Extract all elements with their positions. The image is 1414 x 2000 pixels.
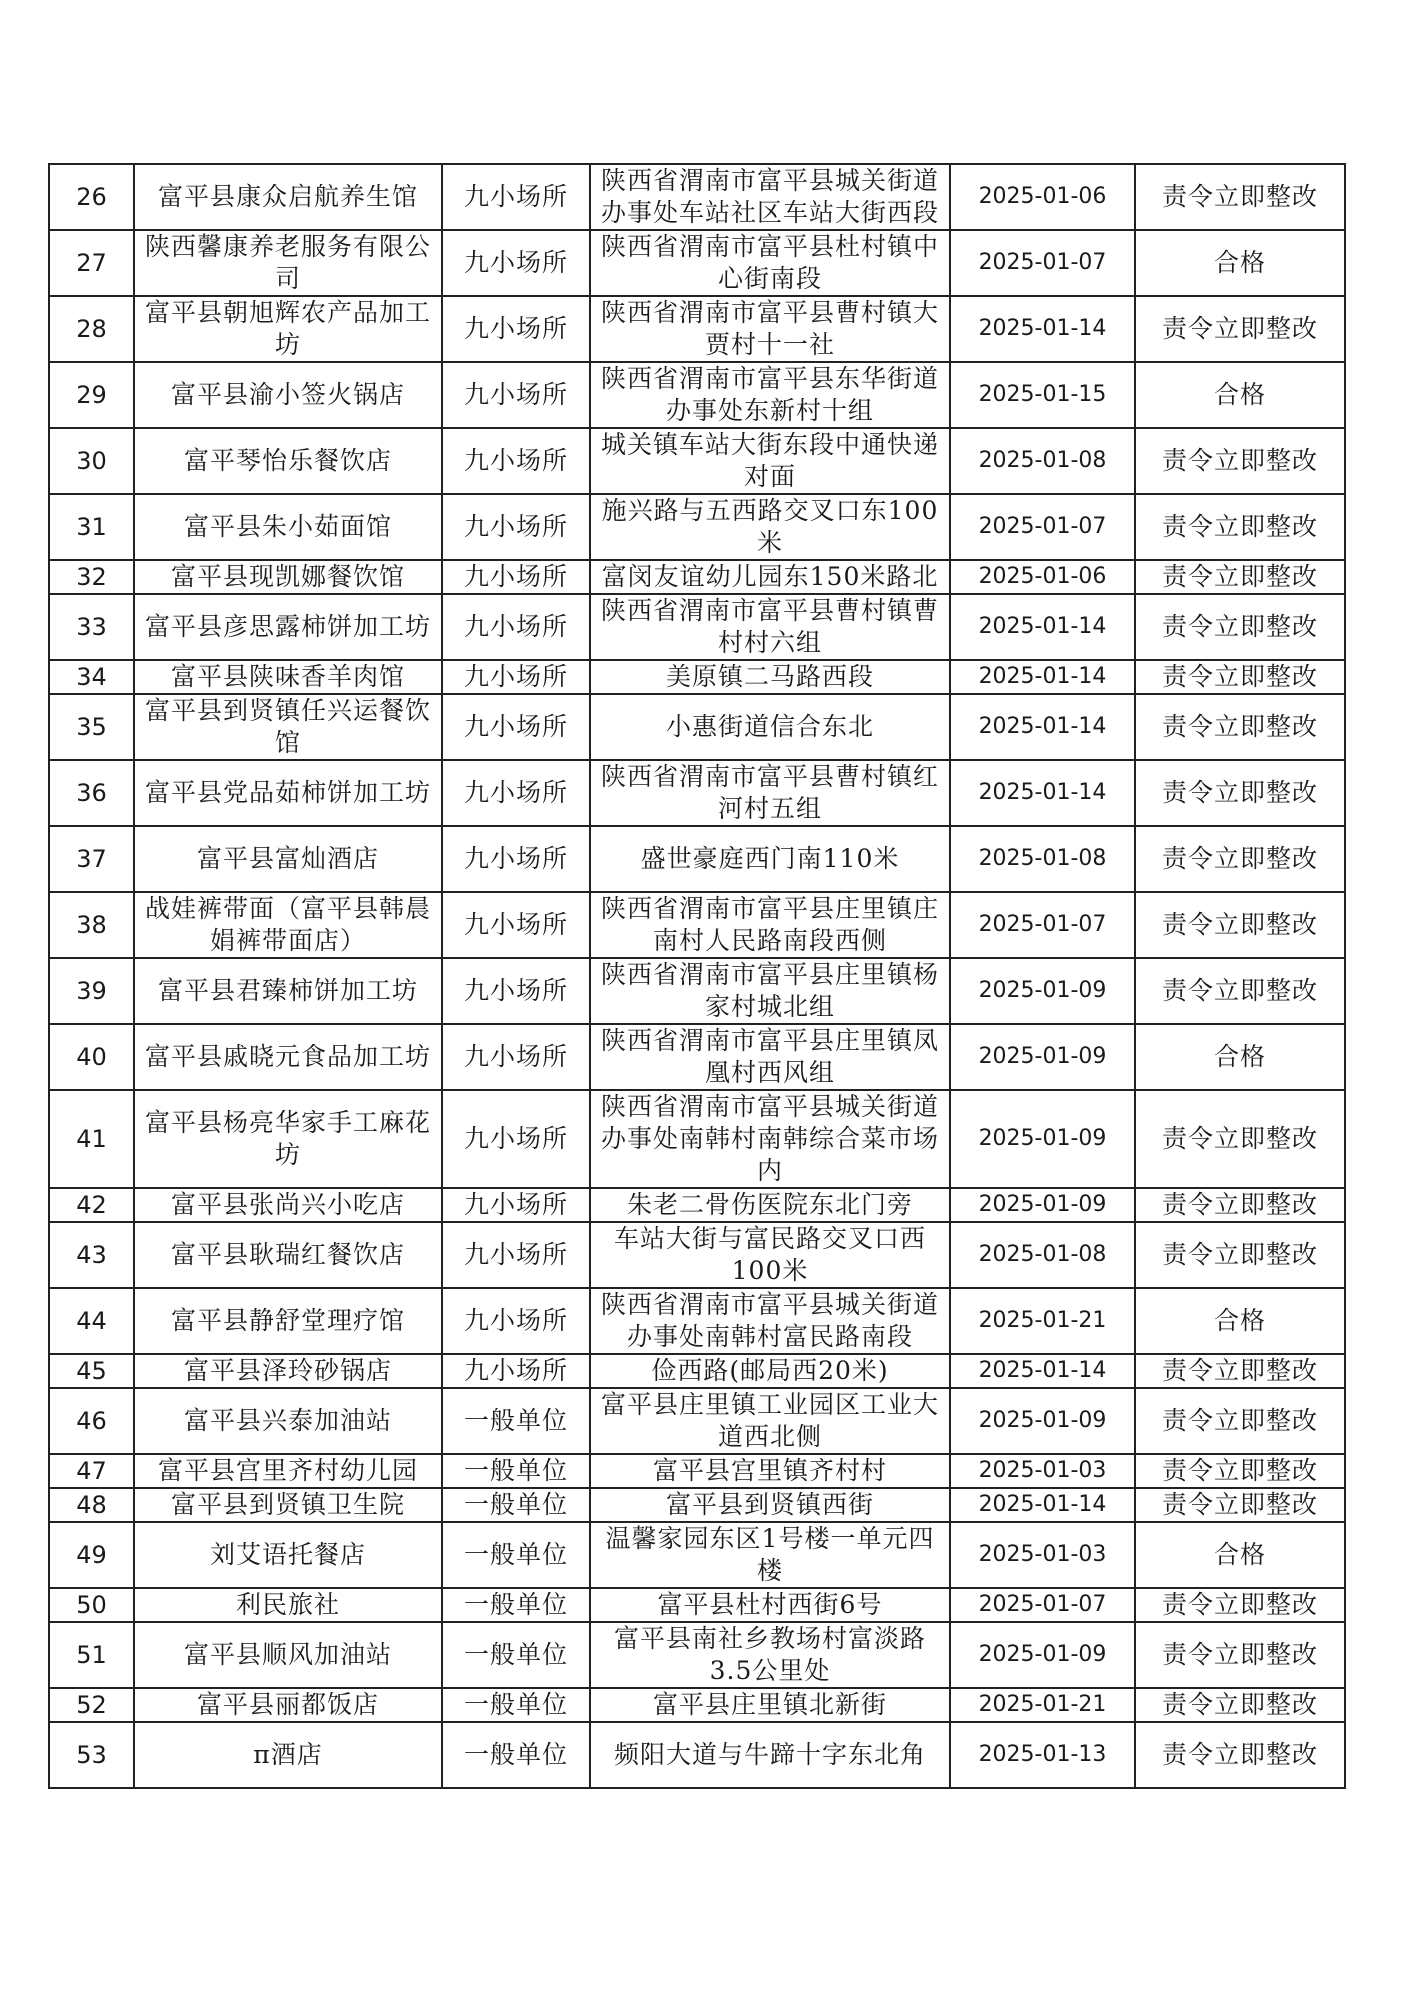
row-number-cell: 43	[49, 1222, 134, 1288]
unit-name-cell: 富平县泽玲砂锅店	[134, 1354, 442, 1388]
address-cell: 陕西省渭南市富平县曹村镇曹村村六组	[590, 594, 950, 660]
inspection-result-cell: 责令立即整改	[1135, 1688, 1345, 1722]
table-row	[49, 1388, 1345, 1454]
address-cell: 城关镇车站大街东段中通快递对面	[590, 428, 950, 494]
inspection-date-cell: 2025-01-06	[950, 164, 1135, 230]
row-number-cell: 29	[49, 362, 134, 428]
inspection-date-cell: 2025-01-07	[950, 230, 1135, 296]
table-row	[49, 1024, 1345, 1090]
table-row	[49, 428, 1345, 494]
unit-name-cell: 富平县宫里齐村幼儿园	[134, 1454, 442, 1488]
row-number-cell: 40	[49, 1024, 134, 1090]
unit-type-cell: 九小场所	[442, 660, 590, 694]
inspection-result-cell: 责令立即整改	[1135, 892, 1345, 958]
inspection-date-cell: 2025-01-14	[950, 760, 1135, 826]
unit-name-cell: 富平县朝旭辉农产品加工坊	[134, 296, 442, 362]
inspection-result-cell: 责令立即整改	[1135, 660, 1345, 694]
unit-name-cell: 富平琴怡乐餐饮店	[134, 428, 442, 494]
unit-type-cell: 一般单位	[442, 1622, 590, 1688]
inspection-date-cell: 2025-01-07	[950, 1588, 1135, 1622]
inspection-date-cell: 2025-01-09	[950, 1188, 1135, 1222]
row-number-cell: 32	[49, 560, 134, 594]
unit-type-cell: 一般单位	[442, 1722, 590, 1788]
address-cell: 美原镇二马路西段	[590, 660, 950, 694]
table-row	[49, 362, 1345, 428]
unit-type-cell: 九小场所	[442, 1222, 590, 1288]
address-cell: 富平县宫里镇齐村村	[590, 1454, 950, 1488]
inspection-result-cell: 责令立即整改	[1135, 694, 1345, 760]
unit-name-cell: 富平县兴泰加油站	[134, 1388, 442, 1454]
unit-type-cell: 九小场所	[442, 296, 590, 362]
table-row	[49, 1722, 1345, 1788]
unit-type-cell: 一般单位	[442, 1688, 590, 1722]
table-row	[49, 892, 1345, 958]
unit-name-cell: 富平县富灿酒店	[134, 826, 442, 892]
address-cell: 小惠街道信合东北	[590, 694, 950, 760]
address-cell: 富平县庄里镇工业园区工业大道西北侧	[590, 1388, 950, 1454]
inspection-date-cell: 2025-01-14	[950, 1488, 1135, 1522]
table-row	[49, 1622, 1345, 1688]
table-row	[49, 1288, 1345, 1354]
unit-type-cell: 九小场所	[442, 494, 590, 560]
row-number-cell: 33	[49, 594, 134, 660]
inspection-result-cell: 责令立即整改	[1135, 958, 1345, 1024]
table-row	[49, 1454, 1345, 1488]
unit-type-cell: 九小场所	[442, 760, 590, 826]
inspection-result-cell: 合格	[1135, 1024, 1345, 1090]
inspection-result-cell: 责令立即整改	[1135, 1354, 1345, 1388]
table-row	[49, 560, 1345, 594]
inspection-date-cell: 2025-01-09	[950, 958, 1135, 1024]
inspection-date-cell: 2025-01-08	[950, 1222, 1135, 1288]
row-number-cell: 41	[49, 1090, 134, 1188]
unit-name-cell: π酒店	[134, 1722, 442, 1788]
row-number-cell: 36	[49, 760, 134, 826]
unit-name-cell: 富平县顺风加油站	[134, 1622, 442, 1688]
inspection-date-cell: 2025-01-15	[950, 362, 1135, 428]
unit-type-cell: 一般单位	[442, 1388, 590, 1454]
unit-name-cell: 富平县到贤镇任兴运餐饮馆	[134, 694, 442, 760]
inspection-date-cell: 2025-01-07	[950, 494, 1135, 560]
inspection-date-cell: 2025-01-21	[950, 1288, 1135, 1354]
unit-name-cell: 富平县康众启航养生馆	[134, 164, 442, 230]
table-row	[49, 958, 1345, 1024]
unit-name-cell: 富平县戚晓元食品加工坊	[134, 1024, 442, 1090]
inspection-result-cell: 责令立即整改	[1135, 1388, 1345, 1454]
address-cell: 富闵友谊幼儿园东150米路北	[590, 560, 950, 594]
address-cell: 陕西省渭南市富平县东华街道办事处东新村十组	[590, 362, 950, 428]
address-cell: 陕西省渭南市富平县城关街道办事处南韩村富民路南段	[590, 1288, 950, 1354]
unit-type-cell: 九小场所	[442, 164, 590, 230]
table-row	[49, 694, 1345, 760]
unit-type-cell: 九小场所	[442, 594, 590, 660]
unit-type-cell: 九小场所	[442, 1024, 590, 1090]
row-number-cell: 39	[49, 958, 134, 1024]
inspection-date-cell: 2025-01-14	[950, 694, 1135, 760]
address-cell: 陕西省渭南市富平县庄里镇杨家村城北组	[590, 958, 950, 1024]
inspection-result-cell: 责令立即整改	[1135, 428, 1345, 494]
unit-name-cell: 利民旅社	[134, 1588, 442, 1622]
table-row	[49, 1188, 1345, 1222]
address-cell: 温馨家园东区1号楼一单元四楼	[590, 1522, 950, 1588]
inspection-date-cell: 2025-01-09	[950, 1622, 1135, 1688]
inspection-result-cell: 责令立即整改	[1135, 826, 1345, 892]
table-row	[49, 594, 1345, 660]
table-row	[49, 1090, 1345, 1188]
address-cell: 陕西省渭南市富平县曹村镇大贾村十一社	[590, 296, 950, 362]
unit-name-cell: 刘艾语托餐店	[134, 1522, 442, 1588]
row-number-cell: 47	[49, 1454, 134, 1488]
row-number-cell: 48	[49, 1488, 134, 1522]
inspection-result-cell: 责令立即整改	[1135, 760, 1345, 826]
row-number-cell: 35	[49, 694, 134, 760]
unit-name-cell: 富平县到贤镇卫生院	[134, 1488, 442, 1522]
row-number-cell: 37	[49, 826, 134, 892]
inspection-result-cell: 责令立即整改	[1135, 1454, 1345, 1488]
address-cell: 陕西省渭南市富平县曹村镇红河村五组	[590, 760, 950, 826]
unit-type-cell: 九小场所	[442, 958, 590, 1024]
row-number-cell: 51	[49, 1622, 134, 1688]
inspection-result-cell: 责令立即整改	[1135, 1588, 1345, 1622]
unit-type-cell: 九小场所	[442, 1288, 590, 1354]
row-number-cell: 53	[49, 1722, 134, 1788]
unit-type-cell: 九小场所	[442, 694, 590, 760]
unit-type-cell: 九小场所	[442, 826, 590, 892]
table-row	[49, 1354, 1345, 1388]
address-cell: 频阳大道与牛蹄十字东北角	[590, 1722, 950, 1788]
address-cell: 富平县南社乡教场村富淡路3.5公里处	[590, 1622, 950, 1688]
table-row	[49, 1522, 1345, 1588]
inspection-result-cell: 责令立即整改	[1135, 1090, 1345, 1188]
row-number-cell: 50	[49, 1588, 134, 1622]
row-number-cell: 28	[49, 296, 134, 362]
unit-type-cell: 九小场所	[442, 892, 590, 958]
inspection-result-cell: 责令立即整改	[1135, 1622, 1345, 1688]
unit-name-cell: 陕西馨康养老服务有限公司	[134, 230, 442, 296]
inspection-result-cell: 合格	[1135, 230, 1345, 296]
unit-type-cell: 九小场所	[442, 1354, 590, 1388]
unit-name-cell: 战娃裤带面（富平县韩晨娟裤带面店）	[134, 892, 442, 958]
address-cell: 陕西省渭南市富平县庄里镇庄南村人民路南段西侧	[590, 892, 950, 958]
address-cell: 盛世豪庭西门南110米	[590, 826, 950, 892]
address-cell: 陕西省渭南市富平县杜村镇中心街南段	[590, 230, 950, 296]
inspection-result-cell: 合格	[1135, 1288, 1345, 1354]
row-number-cell: 38	[49, 892, 134, 958]
unit-type-cell: 一般单位	[442, 1522, 590, 1588]
inspection-result-cell: 责令立即整改	[1135, 560, 1345, 594]
inspection-date-cell: 2025-01-09	[950, 1024, 1135, 1090]
row-number-cell: 26	[49, 164, 134, 230]
unit-type-cell: 九小场所	[442, 362, 590, 428]
unit-name-cell: 富平县现凯娜餐饮馆	[134, 560, 442, 594]
row-number-cell: 46	[49, 1388, 134, 1454]
unit-name-cell: 富平县张尚兴小吃店	[134, 1188, 442, 1222]
inspection-result-cell: 责令立即整改	[1135, 296, 1345, 362]
row-number-cell: 42	[49, 1188, 134, 1222]
unit-type-cell: 一般单位	[442, 1488, 590, 1522]
unit-type-cell: 九小场所	[442, 560, 590, 594]
inspection-date-cell: 2025-01-03	[950, 1522, 1135, 1588]
unit-name-cell: 富平县丽都饭店	[134, 1688, 442, 1722]
table-row	[49, 1222, 1345, 1288]
unit-type-cell: 一般单位	[442, 1454, 590, 1488]
inspection-date-cell: 2025-01-08	[950, 826, 1135, 892]
inspection-date-cell: 2025-01-09	[950, 1090, 1135, 1188]
table-row	[49, 1488, 1345, 1522]
table-row	[49, 826, 1345, 892]
address-cell: 车站大街与富民路交叉口西100米	[590, 1222, 950, 1288]
inspection-date-cell: 2025-01-07	[950, 892, 1135, 958]
address-cell: 富平县杜村西街6号	[590, 1588, 950, 1622]
inspection-result-cell: 责令立即整改	[1135, 594, 1345, 660]
unit-type-cell: 一般单位	[442, 1588, 590, 1622]
address-cell: 陕西省渭南市富平县庄里镇凤凰村西风组	[590, 1024, 950, 1090]
table-row	[49, 494, 1345, 560]
row-number-cell: 30	[49, 428, 134, 494]
table-row	[49, 660, 1345, 694]
inspection-date-cell: 2025-01-08	[950, 428, 1135, 494]
address-cell: 施兴路与五西路交叉口东100米	[590, 494, 950, 560]
inspection-table-body	[49, 164, 1345, 1788]
unit-type-cell: 九小场所	[442, 230, 590, 296]
inspection-result-cell: 责令立即整改	[1135, 1188, 1345, 1222]
inspection-date-cell: 2025-01-14	[950, 296, 1135, 362]
inspection-date-cell: 2025-01-06	[950, 560, 1135, 594]
unit-name-cell: 富平县党品茹柿饼加工坊	[134, 760, 442, 826]
address-cell: 富平县庄里镇北新街	[590, 1688, 950, 1722]
row-number-cell: 44	[49, 1288, 134, 1354]
inspection-date-cell: 2025-01-03	[950, 1454, 1135, 1488]
unit-name-cell: 富平县杨亮华家手工麻花坊	[134, 1090, 442, 1188]
address-cell: 陕西省渭南市富平县城关街道办事处车站社区车站大街西段	[590, 164, 950, 230]
table-row	[49, 1588, 1345, 1622]
unit-name-cell: 富平县静舒堂理疗馆	[134, 1288, 442, 1354]
inspection-result-cell: 责令立即整改	[1135, 494, 1345, 560]
unit-type-cell: 九小场所	[442, 1090, 590, 1188]
table-row	[49, 230, 1345, 296]
inspection-table	[48, 163, 1346, 1789]
inspection-result-cell: 责令立即整改	[1135, 1488, 1345, 1522]
row-number-cell: 49	[49, 1522, 134, 1588]
inspection-result-cell: 合格	[1135, 362, 1345, 428]
inspection-date-cell: 2025-01-21	[950, 1688, 1135, 1722]
address-cell: 富平县到贤镇西街	[590, 1488, 950, 1522]
address-cell: 俭西路(邮局西20米)	[590, 1354, 950, 1388]
table-row	[49, 1688, 1345, 1722]
unit-name-cell: 富平县陕味香羊肉馆	[134, 660, 442, 694]
inspection-date-cell: 2025-01-09	[950, 1388, 1135, 1454]
unit-name-cell: 富平县君臻柿饼加工坊	[134, 958, 442, 1024]
table-row	[49, 296, 1345, 362]
address-cell: 陕西省渭南市富平县城关街道办事处南韩村南韩综合菜市场内	[590, 1090, 950, 1188]
inspection-result-cell: 合格	[1135, 1522, 1345, 1588]
row-number-cell: 31	[49, 494, 134, 560]
table-row	[49, 760, 1345, 826]
inspection-result-cell: 责令立即整改	[1135, 1722, 1345, 1788]
unit-type-cell: 九小场所	[442, 428, 590, 494]
row-number-cell: 45	[49, 1354, 134, 1388]
inspection-result-cell: 责令立即整改	[1135, 1222, 1345, 1288]
unit-type-cell: 九小场所	[442, 1188, 590, 1222]
table-row	[49, 164, 1345, 230]
unit-name-cell: 富平县耿瑞红餐饮店	[134, 1222, 442, 1288]
address-cell: 朱老二骨伤医院东北门旁	[590, 1188, 950, 1222]
inspection-date-cell: 2025-01-13	[950, 1722, 1135, 1788]
row-number-cell: 34	[49, 660, 134, 694]
row-number-cell: 52	[49, 1688, 134, 1722]
inspection-date-cell: 2025-01-14	[950, 594, 1135, 660]
row-number-cell: 27	[49, 230, 134, 296]
unit-name-cell: 富平县彦思露柿饼加工坊	[134, 594, 442, 660]
inspection-date-cell: 2025-01-14	[950, 660, 1135, 694]
unit-name-cell: 富平县朱小茹面馆	[134, 494, 442, 560]
inspection-date-cell: 2025-01-14	[950, 1354, 1135, 1388]
unit-name-cell: 富平县渝小签火锅店	[134, 362, 442, 428]
inspection-result-cell: 责令立即整改	[1135, 164, 1345, 230]
